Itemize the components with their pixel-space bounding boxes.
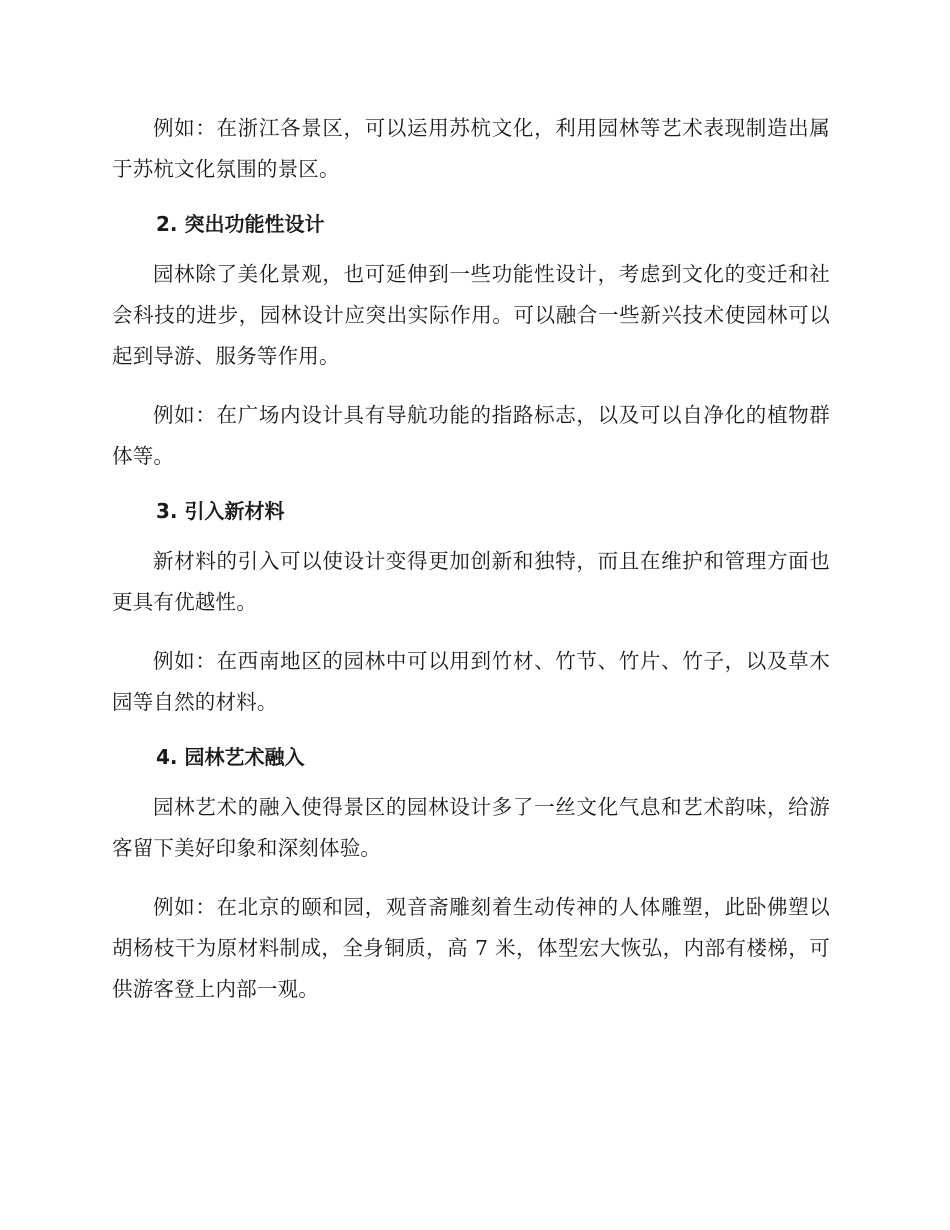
section-heading: 3. 引入新材料	[156, 499, 285, 523]
example-paragraph: 例如：在浙江各景区，可以运用苏杭文化，利用园林等艺术表现制造出属于苏杭文化氛围的景区。	[112, 116, 830, 181]
body-paragraph: 园林除了美化景观，也可延伸到一些功能性设计，考虑到文化的变迁和社会科技的进步，园林设计应突出实际作用。可以融合一些新兴技术使园林可以起到导游、服务等作用。	[112, 262, 830, 368]
example-paragraph: 例如：在西南地区的园林中可以用到竹材、竹节、竹片、竹子，以及草木园等自然的材料。	[112, 649, 830, 714]
section-heading: 2. 突出功能性设计	[156, 212, 325, 236]
example-paragraph: 例如：在北京的颐和园，观音斋雕刻着生动传神的人体雕塑，此卧佛塑以胡杨枝干为原材料制成，全身铜质，高 7 米，体型宏大恢弘，内部有楼梯，可供游客登上内部一观。	[112, 895, 830, 1001]
body-paragraph: 园林艺术的融入使得景区的园林设计多了一丝文化气息和艺术韵味，给游客留下美好印象和深刻体验。	[112, 795, 830, 860]
body-paragraph: 新材料的引入可以使设计变得更加创新和独特，而且在维护和管理方面也更具有优越性。	[112, 549, 830, 614]
section-heading: 4. 园林艺术融入	[156, 745, 305, 769]
example-paragraph: 例如：在广场内设计具有导航功能的指路标志，以及可以自净化的植物群体等。	[112, 403, 830, 468]
document-page	[112, 108, 830, 1028]
